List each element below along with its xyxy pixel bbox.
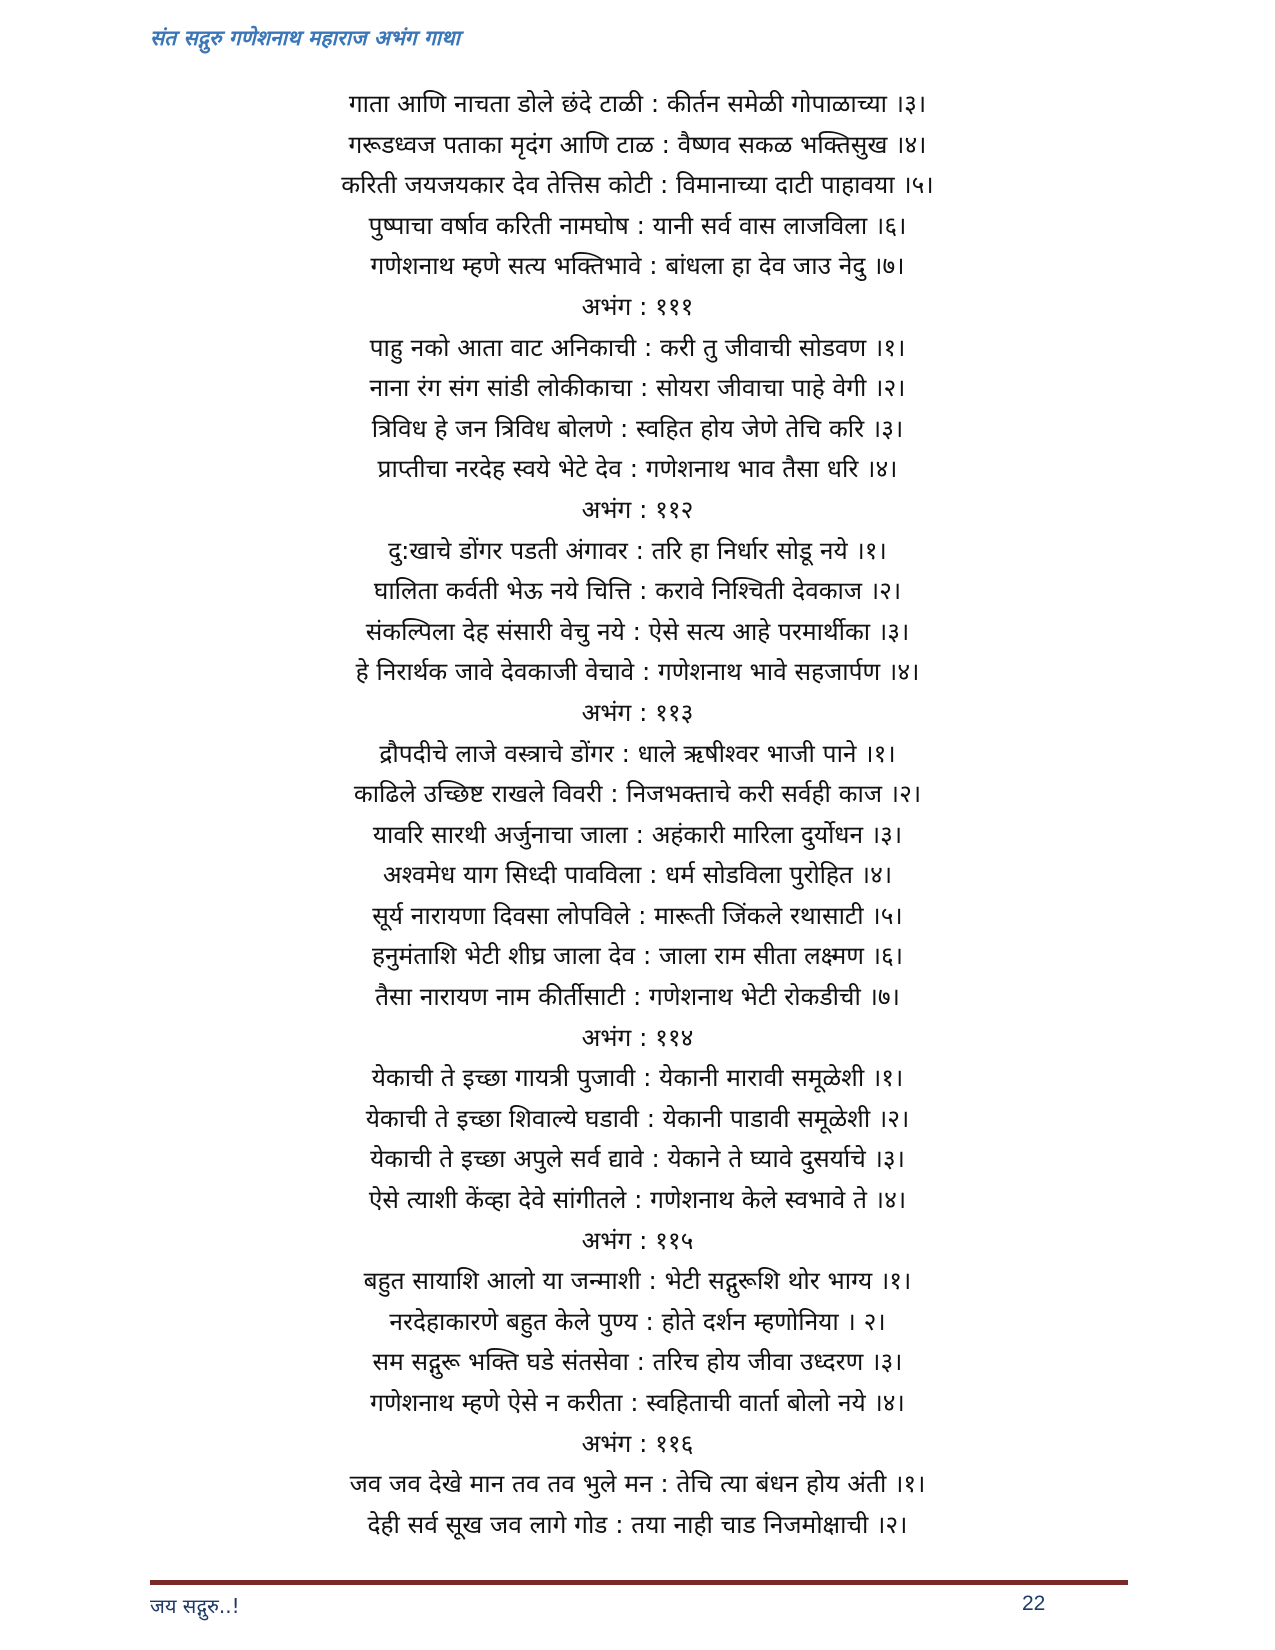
abhang-heading: अभंग : ११४ (581, 1022, 694, 1052)
verse-line: पुष्पाचा वर्षाव करिती नामघोष : यानी सर्व वास लाजविला ।६। (368, 210, 907, 240)
footer-divider (150, 1580, 1128, 1585)
page-header-title: संत सद्गुरु गणेशनाथ महाराज अभंग गाथा (150, 26, 460, 50)
verse-line: देही सर्व सूख जव लागे गोड : तया नाही चाड निजमोक्षाची ।२। (367, 1509, 908, 1539)
verse-line: द्रौपदीचे लाजे वस्त्राचे डोंगर : धाले ऋषीश्वर भाजी पाने ।१। (379, 738, 896, 768)
verse-line: गरूडध्वज पताका मृदंग आणि टाळ : वैष्णव सकळ भक्तिसुख ।४। (348, 129, 927, 159)
verse-line: काढिले उच्छिष्ट राखले विवरी : निजभक्ताचे करी सर्वही काज ।२। (353, 779, 922, 809)
abhang-heading: अभंग : ११२ (581, 494, 694, 524)
verse-line: हनुमंताशि भेटी शीघ्र जाला देव : जाला राम सीता लक्ष्मण ।६। (371, 941, 904, 971)
verse-line: त्रिविध हे जन त्रिविध बोलणे : स्वहित होय जेणे तेचि करि ।३। (371, 413, 904, 443)
verse-line: गाता आणि नाचता डोले छंदे टाळी : कीर्तन समेळी गोपाळाच्या ।३। (348, 89, 927, 118)
verse-line: नाना रंग संग सांडी लोकीकाचा : सोयरा जीवाचा पाहे वेगी ।२। (369, 373, 906, 403)
abhang-heading: अभंग : ११३ (581, 697, 694, 727)
verse-line: नरदेहाकारणे बहुत केले पुण्य : होते दर्शन म्हणोनिया । २। (389, 1306, 886, 1336)
verse-line: येकाची ते इच्छा गायत्री पुजावी : येकानी मारावी समूळेशी ।१। (371, 1063, 904, 1093)
verse-line: यावरि सारथी अर्जुनाचा जाला : अहंकारी मारिला दुर्योधन ।३। (372, 819, 903, 849)
verse-line: सूर्य नारायणा दिवसा लोपविले : मारूती जिंकले रथासाटी ।५। (372, 900, 903, 930)
abhang-heading: अभंग : ११५ (581, 1225, 694, 1255)
verse-line: जव जव देखे मान तव तव भुले मन : तेचि त्या बंधन होय अंती ।१। (349, 1469, 926, 1499)
verse-line: ऐसे त्याशी केंव्हा देवे सांगीतले : गणेशनाथ केले स्वभावे ते ।४। (368, 1185, 907, 1215)
footer-blessing-text: जय सद्गुरु..! (150, 1594, 240, 1618)
verse-line: गणेशनाथ म्हणे ऐसे न करीता : स्वहिताची वार्ता बोलो नये ।४। (370, 1388, 905, 1417)
page-number: 22 (1022, 1592, 1046, 1615)
verse-line: बहुत सायाशि आलो या जन्माशी : भेटी सद्गुरूशि थोर भाग्य ।१। (363, 1266, 912, 1296)
abhang-heading: अभंग : १११ (581, 291, 694, 321)
abhang-heading: अभंग : ११६ (581, 1428, 694, 1458)
verse-line: करिती जयजयकार देव तेत्तिस कोटी : विमानाच्या दाटी पाहावया ।५। (341, 170, 934, 200)
verse-line: प्राप्तीचा नरदेह स्वये भेटे देव : गणेशनाथ भाव तैसा धरि ।४। (377, 454, 898, 484)
verse-line: तैसा नारायण नाम कीर्तीसाटी : गणेशनाथ भेटी रोकडीची ।७। (375, 982, 900, 1012)
verse-line: हे निरार्थक जावे देवकाजी वेचावे : गणेशनाथ भावे सहजार्पण ।४। (355, 657, 920, 687)
verse-line: गणेशनाथ म्हणे सत्य भक्तिभावे : बांधला हा देव जाउ नेदु ।७। (370, 251, 905, 281)
verse-line: येकाची ते इच्छा अपुले सर्व द्यावे : येकाने ते घ्यावे दुसर्याचे ।३। (370, 1144, 905, 1174)
verse-line: घालिता कर्वती भेऊ नये चित्ति : करावे निश्चिती देवकाज ।२। (373, 576, 902, 606)
verse-line: येकाची ते इच्छा शिवाल्ये घडावी : येकानी पाडावी समूळेशी ।२। (365, 1103, 910, 1133)
verse-line: सम सद्गुरू भक्ति घडे संतसेवा : तरिच होय जीवा उध्दरण ।३। (372, 1347, 903, 1377)
verse-line: पाहु नको आता वाट अनिकाची : करी तु जीवाची सोडवण ।१। (369, 332, 906, 362)
verse-line: दु:खाचे डोंगर पडती अंगावर : तरि हा निर्धार सोडू नये ।१। (388, 535, 887, 565)
abhang-text-body (150, 84, 1125, 1545)
verse-line: संकल्पिला देह संसारी वेचु नये : ऐसे सत्य आहे परमार्थीका ।३। (365, 616, 910, 646)
verse-line: अश्वमेध याग सिध्दी पावविला : धर्म सोडविला पुरोहित ।४। (382, 860, 893, 890)
